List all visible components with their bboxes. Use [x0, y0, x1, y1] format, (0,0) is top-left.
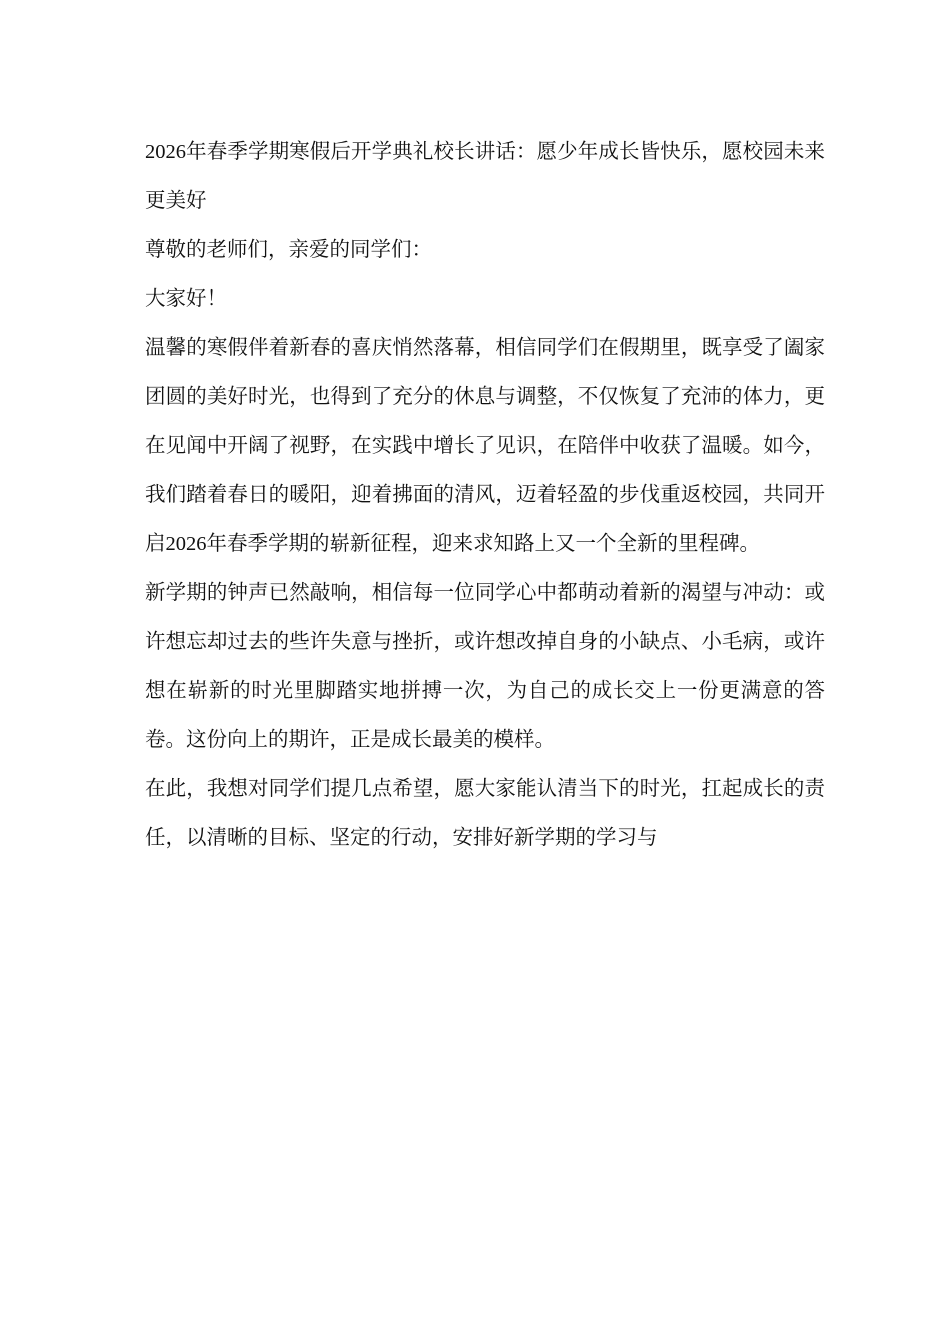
greeting: 大家好！ [145, 288, 227, 310]
salutation: 尊敬的老师们，亲爱的同学们： [145, 239, 432, 261]
document-body [145, 128, 825, 863]
document-title: 2026年春季学期寒假后开学典礼校长讲话：愿少年成长皆快乐，愿校园未来更美好 [145, 141, 825, 212]
paragraph-2: 新学期的钟声已然敲响，相信每一位同学心中都萌动着新的渴望与冲动：或许想忘却过去的些许失意与挫折，或许想改掉自身的小缺点、小毛病，或许想在崭新的时光里脚踏实地拼搏一次，为自己的成长交上一份更满意的答卷。这份向上的期许，正是成长最美的模样。 [145, 582, 825, 751]
paragraph-3: 在此，我想对同学们提几点希望，愿大家能认清当下的时光，扛起成长的责任，以清晰的目标、坚定的行动，安排好新学期的学习与 [145, 778, 825, 849]
paragraph-1: 温馨的寒假伴着新春的喜庆悄然落幕，相信同学们在假期里，既享受了阖家团圆的美好时光，也得到了充分的休息与调整，不仅恢复了充沛的体力，更在见闻中开阔了视野，在实践中增长了见识，在陪伴中收获了温暖。如今，我们踏着春日的暖阳，迎着拂面的清风，迈着轻盈的步伐重返校园，共同开启2026年春季学期的崭新征程，迎来求知路上又一个全新的里程碑。 [145, 337, 825, 555]
